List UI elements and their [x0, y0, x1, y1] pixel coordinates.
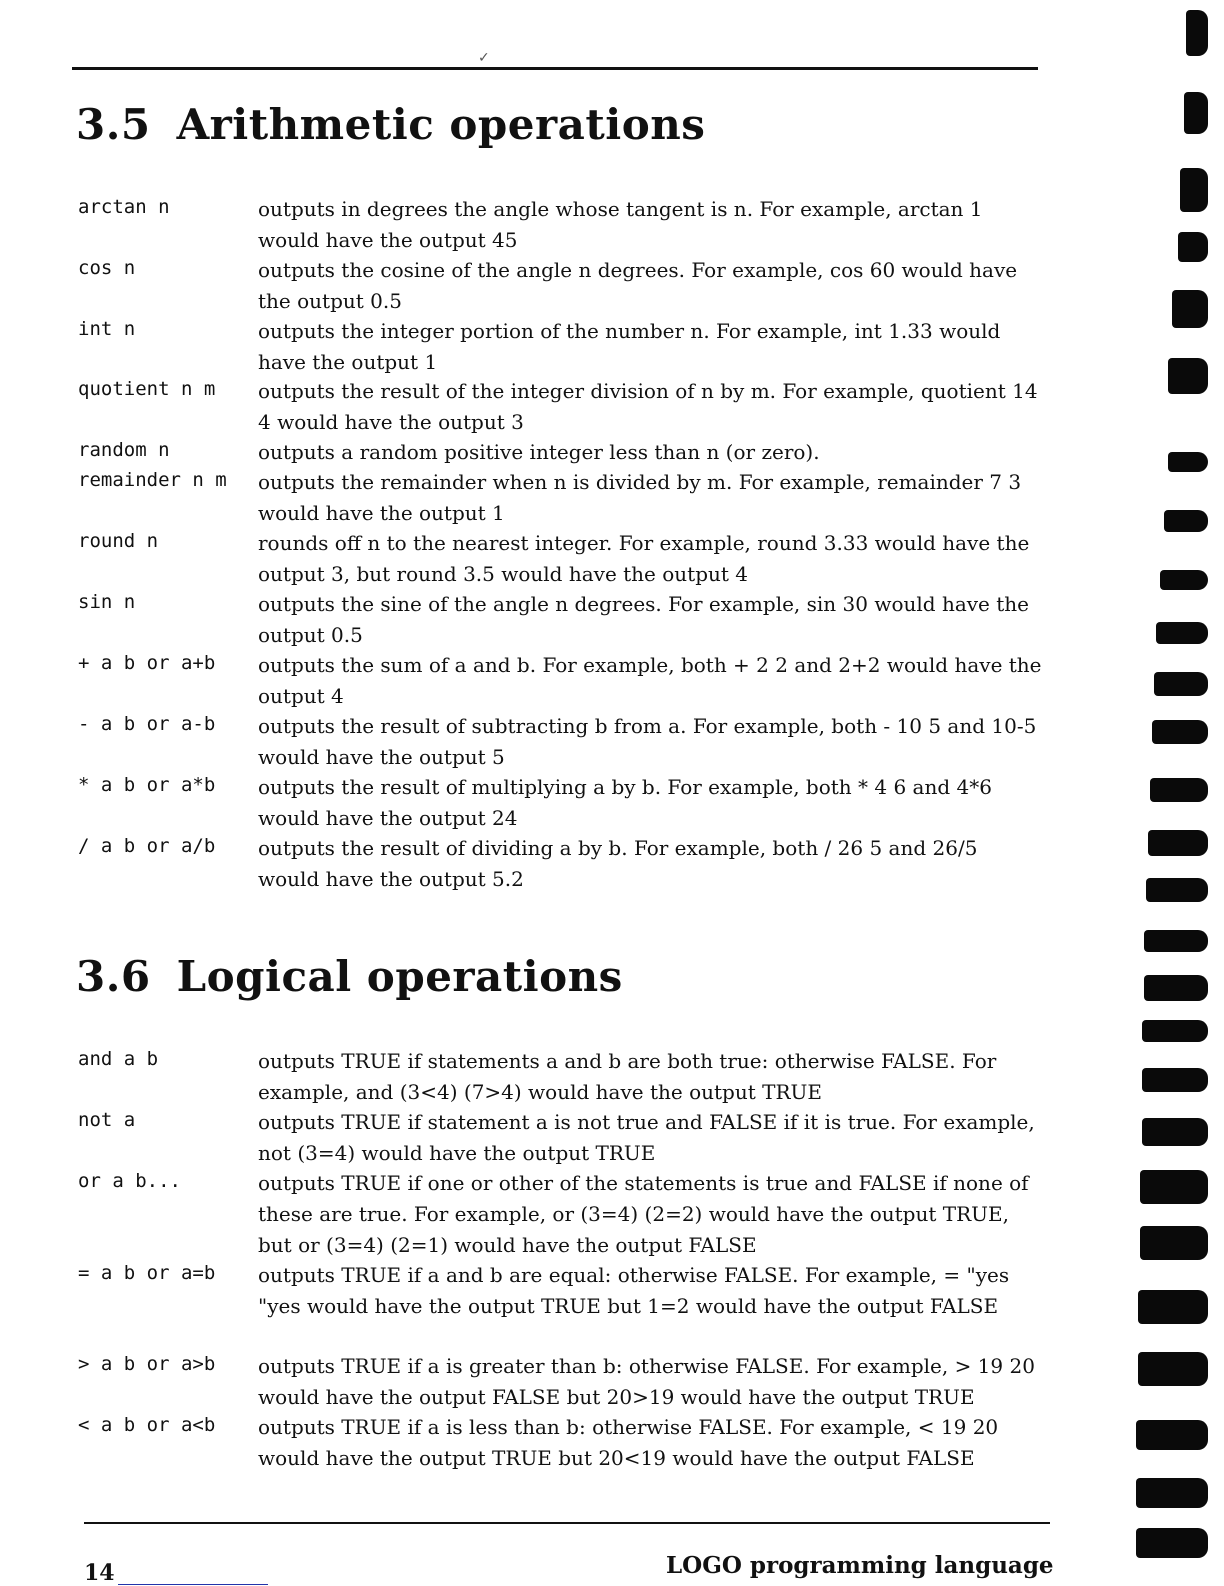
- index-tab: [1138, 1352, 1208, 1386]
- entry-description: outputs a random positive integer less than n (or zero).: [258, 440, 820, 464]
- section-heading-arithmetic: [76, 100, 705, 149]
- entry-description: outputs the result of the integer division of n by m. For example, quotient 14 4 would have the output 3: [258, 379, 1038, 434]
- index-tab: [1136, 1478, 1208, 1508]
- thumb-index-tabs: [1128, 0, 1224, 1584]
- entry-term: not a: [78, 1109, 136, 1131]
- entry-term: - a b or a-b: [78, 713, 216, 735]
- index-tab: [1152, 720, 1208, 744]
- page-number: 14: [84, 1560, 115, 1586]
- section-number: 3.5: [76, 100, 151, 149]
- index-tab: [1164, 510, 1208, 532]
- entry-term: sin n: [78, 591, 136, 613]
- index-tab: [1180, 168, 1208, 212]
- index-tab: [1178, 232, 1208, 262]
- entry-description: outputs TRUE if a is less than b: otherwise FALSE. For example, < 19 20 would have the output TRUE but 20<19 would have the output FALSE: [258, 1415, 999, 1470]
- entry-term: arctan n: [78, 196, 170, 218]
- section-title: Logical operations: [176, 952, 623, 1001]
- entry-multiply: [78, 772, 1050, 832]
- entry-int: [78, 316, 1050, 376]
- entry-description: outputs the result of subtracting b from a. For example, both - 10 5 and 10-5 would have the output 5: [258, 714, 1037, 769]
- index-tab: [1136, 1528, 1208, 1558]
- entry-term: or a b...: [78, 1170, 181, 1192]
- entry-term: int n: [78, 318, 136, 340]
- entry-description: outputs the remainder when n is divided by m. For example, remainder 7 3 would have the output 1: [258, 470, 1022, 525]
- index-tab: [1138, 1290, 1208, 1324]
- entry-term: = a b or a=b: [78, 1262, 216, 1284]
- entry-term: > a b or a>b: [78, 1353, 216, 1375]
- index-tab: [1144, 930, 1208, 952]
- entry-greater-than: [78, 1351, 1050, 1411]
- index-tab: [1142, 1118, 1208, 1146]
- index-tab: [1172, 290, 1208, 328]
- page-number-underline: [118, 1584, 268, 1585]
- index-tab: [1150, 778, 1208, 802]
- entry-description: outputs the sum of a and b. For example, both + 2 2 and 2+2 would have the output 4: [258, 653, 1042, 708]
- entry-remainder: [78, 467, 1050, 527]
- entry-term: + a b or a+b: [78, 652, 216, 674]
- index-tab: [1140, 1226, 1208, 1260]
- entry-term: cos n: [78, 257, 136, 279]
- entry-description: outputs the sine of the angle n degrees. For example, sin 30 would have the output 0.5: [258, 592, 1029, 647]
- entry-description: outputs TRUE if a is greater than b: otherwise FALSE. For example, > 19 20 would have the output FALSE but 20>19 would have the output TRUE: [258, 1354, 1035, 1409]
- section-title: Arithmetic operations: [176, 100, 706, 149]
- entry-description: outputs TRUE if statements a and b are both true: otherwise FALSE. For example, and (3<4) (7>4) would have the output TRUE: [258, 1049, 997, 1104]
- entry-sin: [78, 589, 1050, 649]
- entry-description: outputs the cosine of the angle n degrees. For example, cos 60 would have the output 0.5: [258, 258, 1018, 313]
- entry-term: quotient n m: [78, 378, 216, 400]
- entry-term: round n: [78, 530, 159, 552]
- top-rule: [72, 67, 1038, 70]
- pencil-tick-mark: ✓: [478, 50, 490, 66]
- index-tab: [1168, 358, 1208, 394]
- index-tab: [1144, 975, 1208, 1001]
- entry-subtract: [78, 711, 1050, 771]
- entry-description: outputs the result of multiplying a by b. For example, both * 4 6 and 4*6 would have the output 24: [258, 775, 992, 830]
- index-tab: [1146, 878, 1208, 902]
- index-tab: [1168, 452, 1208, 472]
- entry-not: [78, 1107, 1050, 1167]
- section-number: 3.6: [76, 952, 151, 1001]
- index-tab: [1140, 1170, 1208, 1204]
- index-tab: [1156, 622, 1208, 644]
- entry-term: remainder n m: [78, 469, 227, 491]
- entry-description: outputs TRUE if statement a is not true and FALSE if it is true. For example, not (3=4) would have the output TRUE: [258, 1110, 1035, 1165]
- entry-cos: [78, 255, 1050, 315]
- entry-term: < a b or a<b: [78, 1414, 216, 1436]
- entry-round: [78, 528, 1050, 588]
- index-tab: [1148, 830, 1208, 856]
- index-tab: [1142, 1020, 1208, 1042]
- entry-equal: [78, 1260, 1050, 1320]
- index-tab: [1186, 10, 1208, 56]
- index-tab: [1154, 672, 1208, 696]
- entry-term: and a b: [78, 1048, 159, 1070]
- entry-description: outputs TRUE if a and b are equal: otherwise FALSE. For example, = "yes "yes would have the output TRUE but 1=2 would have the output FALSE: [258, 1263, 1010, 1318]
- index-tab: [1160, 570, 1208, 590]
- entry-description: outputs the result of dividing a by b. For example, both / 26 5 and 26/5 would have the output 5.2: [258, 836, 978, 891]
- entry-term: random n: [78, 439, 170, 461]
- footer-title: LOGO programming language: [666, 1552, 1054, 1579]
- entry-arctan: [78, 194, 1050, 254]
- entry-description: outputs TRUE if one or other of the statements is true and FALSE if none of these are true. For example, or (3=4) (2=2) would have the output TRUE, but or (3=4) (2=1) would have the output FALSE: [258, 1171, 1029, 1257]
- index-tab: [1184, 92, 1208, 134]
- entry-and: [78, 1046, 1050, 1106]
- entry-term: / a b or a/b: [78, 835, 216, 857]
- entry-description: outputs the integer portion of the number n. For example, int 1.33 would have the output 1: [258, 319, 1001, 374]
- entry-divide: [78, 833, 1050, 893]
- entry-or: [78, 1168, 1050, 1257]
- entry-description: rounds off n to the nearest integer. For example, round 3.33 would have the output 3, but round 3.5 would have the output 4: [258, 531, 1030, 586]
- entry-sum: [78, 650, 1050, 710]
- index-tab: [1136, 1420, 1208, 1450]
- bottom-rule: [84, 1522, 1050, 1524]
- entry-less-than: [78, 1412, 1050, 1472]
- entry-description: outputs in degrees the angle whose tangent is n. For example, arctan 1 would have the output 45: [258, 197, 983, 252]
- entry-term: * a b or a*b: [78, 774, 216, 796]
- index-tab: [1142, 1068, 1208, 1092]
- section-heading-logical: [76, 952, 623, 1001]
- entry-quotient: [78, 376, 1050, 436]
